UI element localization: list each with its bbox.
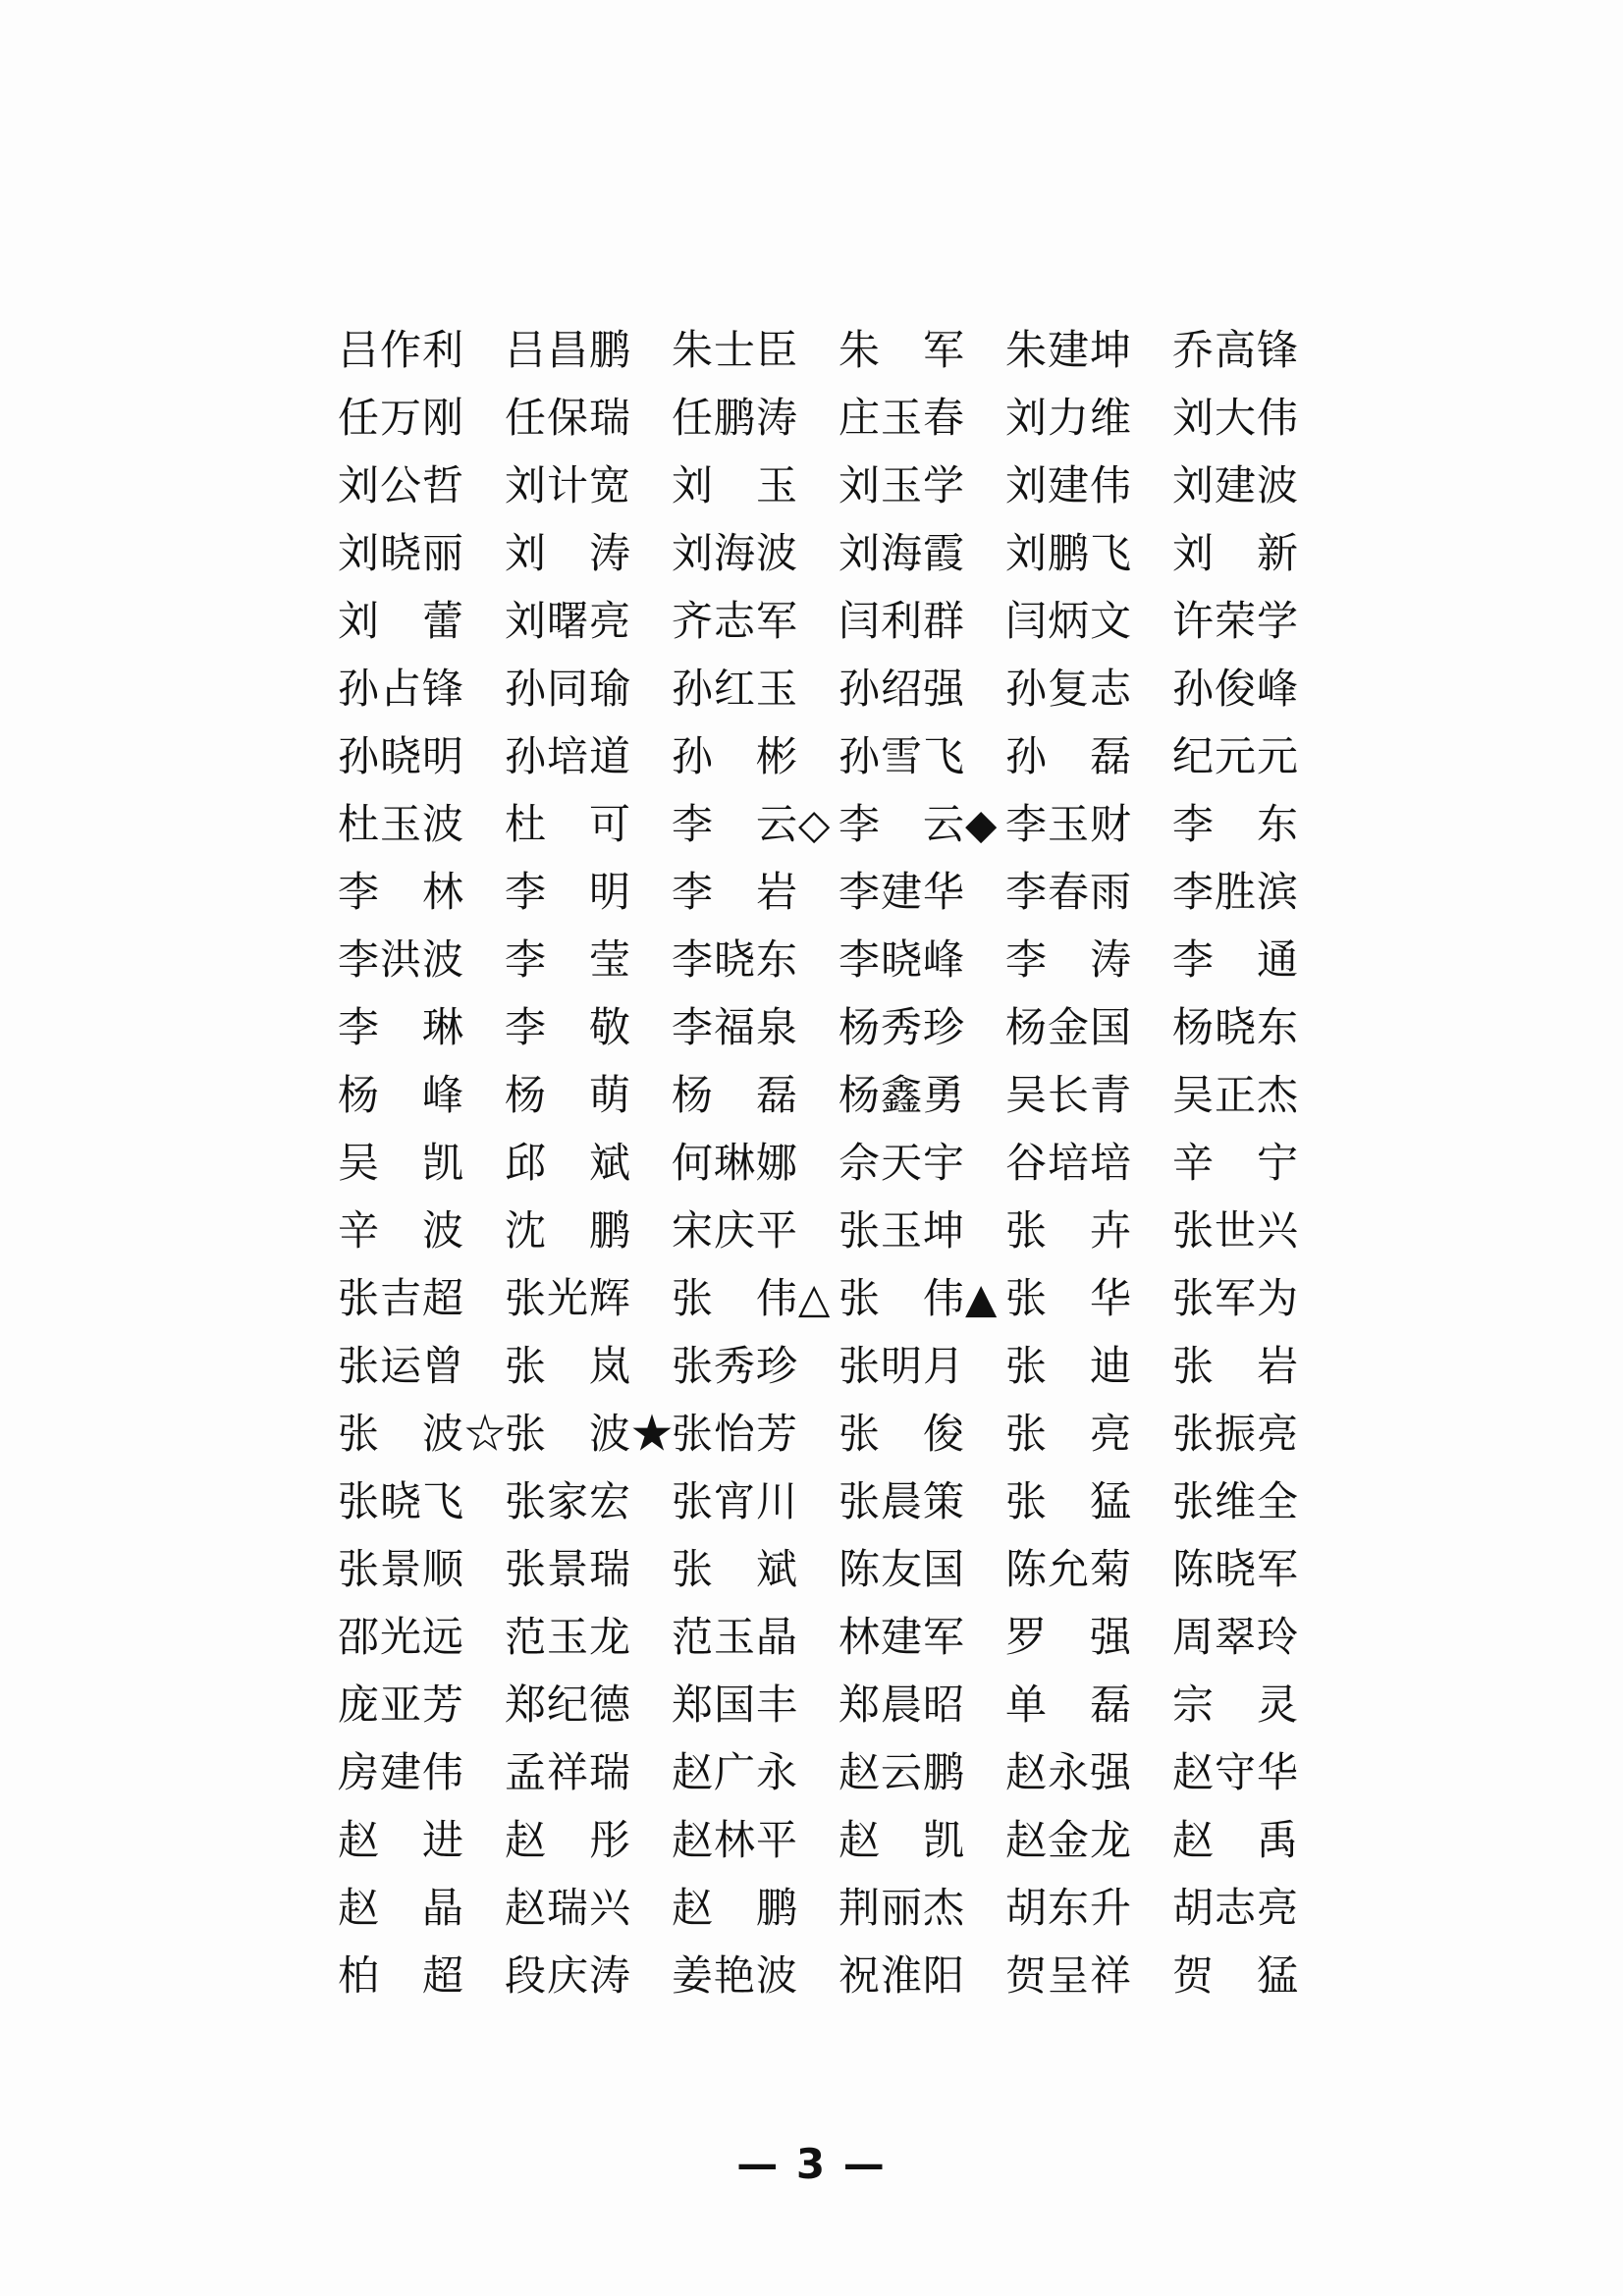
name-row [338,1332,1320,1400]
name-row [338,993,1320,1061]
person-name: 刘 涛 [505,529,632,577]
page-number: — 3 — [736,2140,887,2188]
person-name: 赵 彤 [505,1816,632,1864]
name-row [338,926,1320,993]
person-name: 张家宏 [505,1477,632,1525]
name-row [338,452,1320,519]
person-name: 赵 进 [338,1816,465,1864]
person-name: 李 岩 [672,868,799,916]
name-row [338,722,1320,790]
person-name: 范玉龙 [505,1613,632,1661]
person-name: 孙绍强 [839,665,966,713]
person-name: 荆丽杰 [839,1884,966,1932]
person-name: 周翠玲 [1172,1613,1300,1661]
person-name: 赵永强 [1005,1748,1133,1796]
person-name: 孙晓明 [338,732,465,780]
person-name: 李 涛 [1005,935,1133,984]
person-name: 任保瑞 [505,394,632,442]
name-row [338,1264,1320,1332]
person-name: 吴正杰 [1172,1071,1300,1119]
name-row [338,587,1320,655]
person-name: 刘公哲 [338,461,465,509]
person-name: 罗 强 [1005,1613,1133,1661]
name-row [338,1738,1320,1806]
person-name: 乔高锋 [1172,326,1300,374]
person-name: 张 猛 [1005,1477,1133,1525]
person-name: 闫炳文 [1005,597,1133,645]
person-name: 张 卉 [1005,1206,1133,1255]
person-name: 张维全 [1172,1477,1300,1525]
person-name: 孙雪飞 [839,732,966,780]
person-name: 赵 晶 [338,1884,465,1932]
person-name: 张怡芳 [672,1410,799,1458]
person-name: 段庆涛 [505,1951,632,2000]
person-name: 孙同瑜 [505,665,632,713]
person-name: 任万刚 [338,394,465,442]
person-name: 林建军 [839,1613,966,1661]
person-name: 刘海波 [672,529,799,577]
person-name: 张 波★ [505,1410,675,1458]
person-name: 张世兴 [1172,1206,1300,1255]
person-name: 刘力维 [1005,394,1133,442]
person-name: 刘建波 [1172,461,1300,509]
person-name: 张 波☆ [338,1410,508,1458]
person-name: 杨鑫勇 [839,1071,966,1119]
person-name: 刘计宽 [505,461,632,509]
person-name: 李晓东 [672,935,799,984]
person-name: 陈晓军 [1172,1545,1300,1593]
person-name: 李福泉 [672,1003,799,1051]
name-row [338,316,1320,384]
person-name: 刘玉学 [839,461,966,509]
person-name: 赵广永 [672,1748,799,1796]
person-name: 姜艳波 [672,1951,799,2000]
name-row [338,1535,1320,1603]
person-name: 赵瑞兴 [505,1884,632,1932]
name-row [338,1942,1320,2009]
person-name: 李 林 [338,868,465,916]
person-name: 柏 超 [338,1951,465,2000]
name-row [338,1468,1320,1535]
person-name: 刘 新 [1172,529,1300,577]
person-name: 张 亮 [1005,1410,1133,1458]
person-name: 张晨策 [839,1477,966,1525]
person-name: 李建华 [839,868,966,916]
name-row [338,1874,1320,1942]
person-name: 李 云◆ [839,800,999,848]
person-name: 张秀珍 [672,1342,799,1390]
person-name: 闫利群 [839,597,966,645]
person-name: 孙复志 [1005,665,1133,713]
person-name: 李 东 [1172,800,1300,848]
person-name: 赵 凯 [839,1816,966,1864]
name-row [338,1129,1320,1197]
person-name: 朱士臣 [672,326,799,374]
person-name: 李玉财 [1005,800,1133,848]
person-name: 赵金龙 [1005,1816,1133,1864]
person-name: 宋庆平 [672,1206,799,1255]
person-name: 刘曙亮 [505,597,632,645]
person-name: 吴长青 [1005,1071,1133,1119]
person-name: 李 琳 [338,1003,465,1051]
name-row [338,1197,1320,1264]
person-name: 杨 峰 [338,1071,465,1119]
person-name: 庄玉春 [839,394,966,442]
person-name: 纪元元 [1172,732,1300,780]
person-name: 辛 宁 [1172,1139,1300,1187]
person-name: 祝淮阳 [839,1951,966,2000]
person-name: 张 岩 [1172,1342,1300,1390]
person-name: 刘 蕾 [338,597,465,645]
person-name: 赵云鹏 [839,1748,966,1796]
person-name: 孙红玉 [672,665,799,713]
person-name: 李 莹 [505,935,632,984]
person-name: 张振亮 [1172,1410,1300,1458]
person-name: 刘建伟 [1005,461,1133,509]
person-name: 张明月 [839,1342,966,1390]
person-name: 张 迪 [1005,1342,1133,1390]
person-name: 张宵川 [672,1477,799,1525]
person-name: 邱 斌 [505,1139,632,1187]
person-name: 邵光远 [338,1613,465,1661]
person-name: 赵 鹏 [672,1884,799,1932]
person-name: 陈允菊 [1005,1545,1133,1593]
person-name: 谷培培 [1005,1139,1133,1187]
name-row [338,1603,1320,1671]
person-name: 郑国丰 [672,1681,799,1729]
person-name: 朱 军 [839,326,966,374]
person-name: 赵 禹 [1172,1816,1300,1864]
person-name: 刘晓丽 [338,529,465,577]
person-name: 杜 可 [505,800,632,848]
person-name: 杜玉波 [338,800,465,848]
person-name: 李晓峰 [839,935,966,984]
person-name: 宗 灵 [1172,1681,1300,1729]
person-name: 任鹏涛 [672,394,799,442]
person-name: 张 斌 [672,1545,799,1593]
person-name: 杨 萌 [505,1071,632,1119]
person-name: 郑晨昭 [839,1681,966,1729]
person-name: 何琳娜 [672,1139,799,1187]
person-name: 李春雨 [1005,868,1133,916]
person-name: 张光辉 [505,1274,632,1322]
person-name: 吴 凯 [338,1139,465,1187]
person-name: 孟祥瑞 [505,1748,632,1796]
person-name: 刘鹏飞 [1005,529,1133,577]
person-name: 杨 磊 [672,1071,799,1119]
person-name: 朱建坤 [1005,326,1133,374]
person-name: 齐志军 [672,597,799,645]
name-row [338,655,1320,722]
name-row [338,858,1320,926]
person-name: 孙 彬 [672,732,799,780]
person-name: 孙培道 [505,732,632,780]
name-row [338,384,1320,452]
person-name: 辛 波 [338,1206,465,1255]
person-name: 沈 鹏 [505,1206,632,1255]
person-name: 贺 猛 [1172,1951,1300,2000]
person-name: 张吉超 [338,1274,465,1322]
name-list [338,316,1320,2009]
person-name: 庞亚芳 [338,1681,465,1729]
person-name: 贺呈祥 [1005,1951,1133,2000]
person-name: 刘大伟 [1172,394,1300,442]
person-name: 张 华 [1005,1274,1133,1322]
person-name: 张 俊 [839,1410,966,1458]
person-name: 李 敬 [505,1003,632,1051]
person-name: 吕作利 [338,326,465,374]
name-row [338,1671,1320,1738]
person-name: 张 岚 [505,1342,632,1390]
name-row [338,519,1320,587]
person-name: 吕昌鹏 [505,326,632,374]
person-name: 房建伟 [338,1748,465,1796]
person-name: 赵守华 [1172,1748,1300,1796]
person-name: 张玉坤 [839,1206,966,1255]
person-name: 刘海霞 [839,529,966,577]
person-name: 孙俊峰 [1172,665,1300,713]
person-name: 李洪波 [338,935,465,984]
person-name: 张 伟▲ [839,1274,999,1322]
person-name: 李 云◇ [672,800,832,848]
name-row [338,1400,1320,1468]
person-name: 佘天宇 [839,1139,966,1187]
person-name: 张军为 [1172,1274,1300,1322]
person-name: 许荣学 [1172,597,1300,645]
person-name: 张景顺 [338,1545,465,1593]
person-name: 李 明 [505,868,632,916]
person-name: 范玉晶 [672,1613,799,1661]
person-name: 陈友国 [839,1545,966,1593]
person-name: 刘 玉 [672,461,799,509]
person-name: 张 伟△ [672,1274,832,1322]
person-name: 孙占锋 [338,665,465,713]
person-name: 赵林平 [672,1816,799,1864]
name-row [338,1061,1320,1129]
person-name: 胡志亮 [1172,1884,1300,1932]
person-name: 胡东升 [1005,1884,1133,1932]
person-name: 杨金国 [1005,1003,1133,1051]
person-name: 张景瑞 [505,1545,632,1593]
name-row [338,1806,1320,1874]
person-name: 单 磊 [1005,1681,1133,1729]
person-name: 孙 磊 [1005,732,1133,780]
person-name: 杨晓东 [1172,1003,1300,1051]
person-name: 杨秀珍 [839,1003,966,1051]
person-name: 李胜滨 [1172,868,1300,916]
person-name: 郑纪德 [505,1681,632,1729]
person-name: 张运曾 [338,1342,465,1390]
person-name: 张晓飞 [338,1477,465,1525]
name-row [338,790,1320,858]
person-name: 李 通 [1172,935,1300,984]
